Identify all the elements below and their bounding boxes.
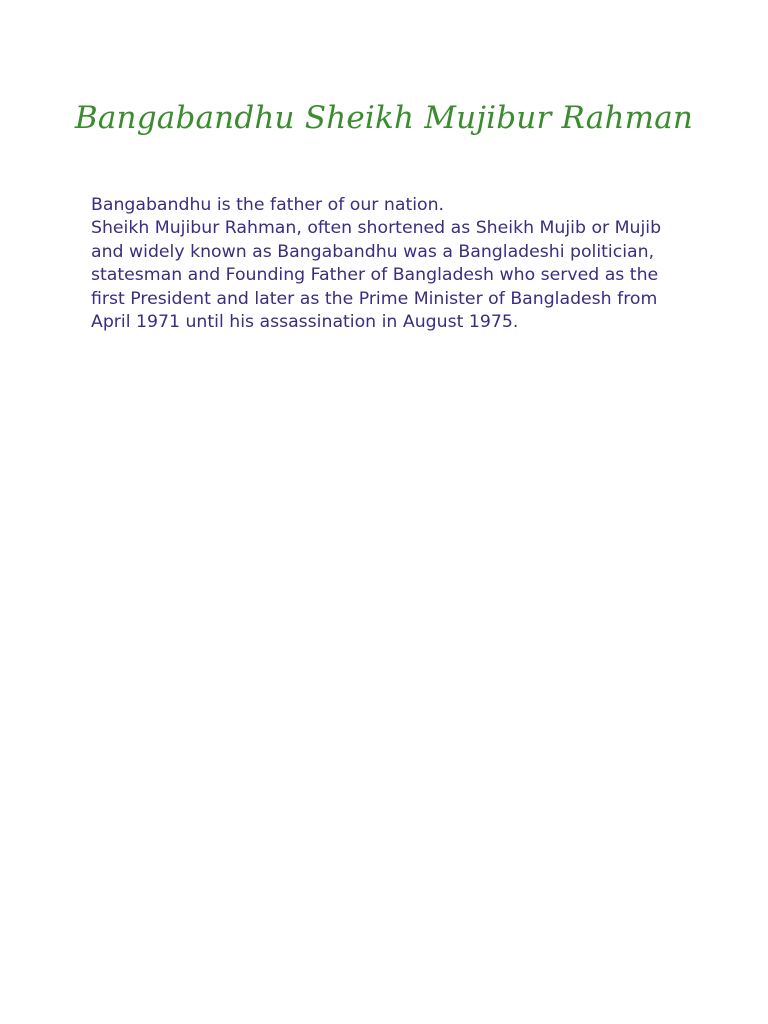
- document-title: Bangabandhu Sheikh Mujibur Rahman: [74, 100, 694, 136]
- biography-paragraph: Sheikh Mujibur Rahman, often shortened as Sheikh Mujib or Mujib and widely known as Bangabandhu was a Bangladeshi politician, statesman and Founding Father of Bangladesh who served as the first President and later as the Prime Minister of Bangladesh from April 1971 until his assassination in August 1975.: [91, 218, 662, 333]
- intro-paragraph: Bangabandhu is the father of our nation.: [91, 195, 445, 215]
- document-body: [91, 194, 681, 334]
